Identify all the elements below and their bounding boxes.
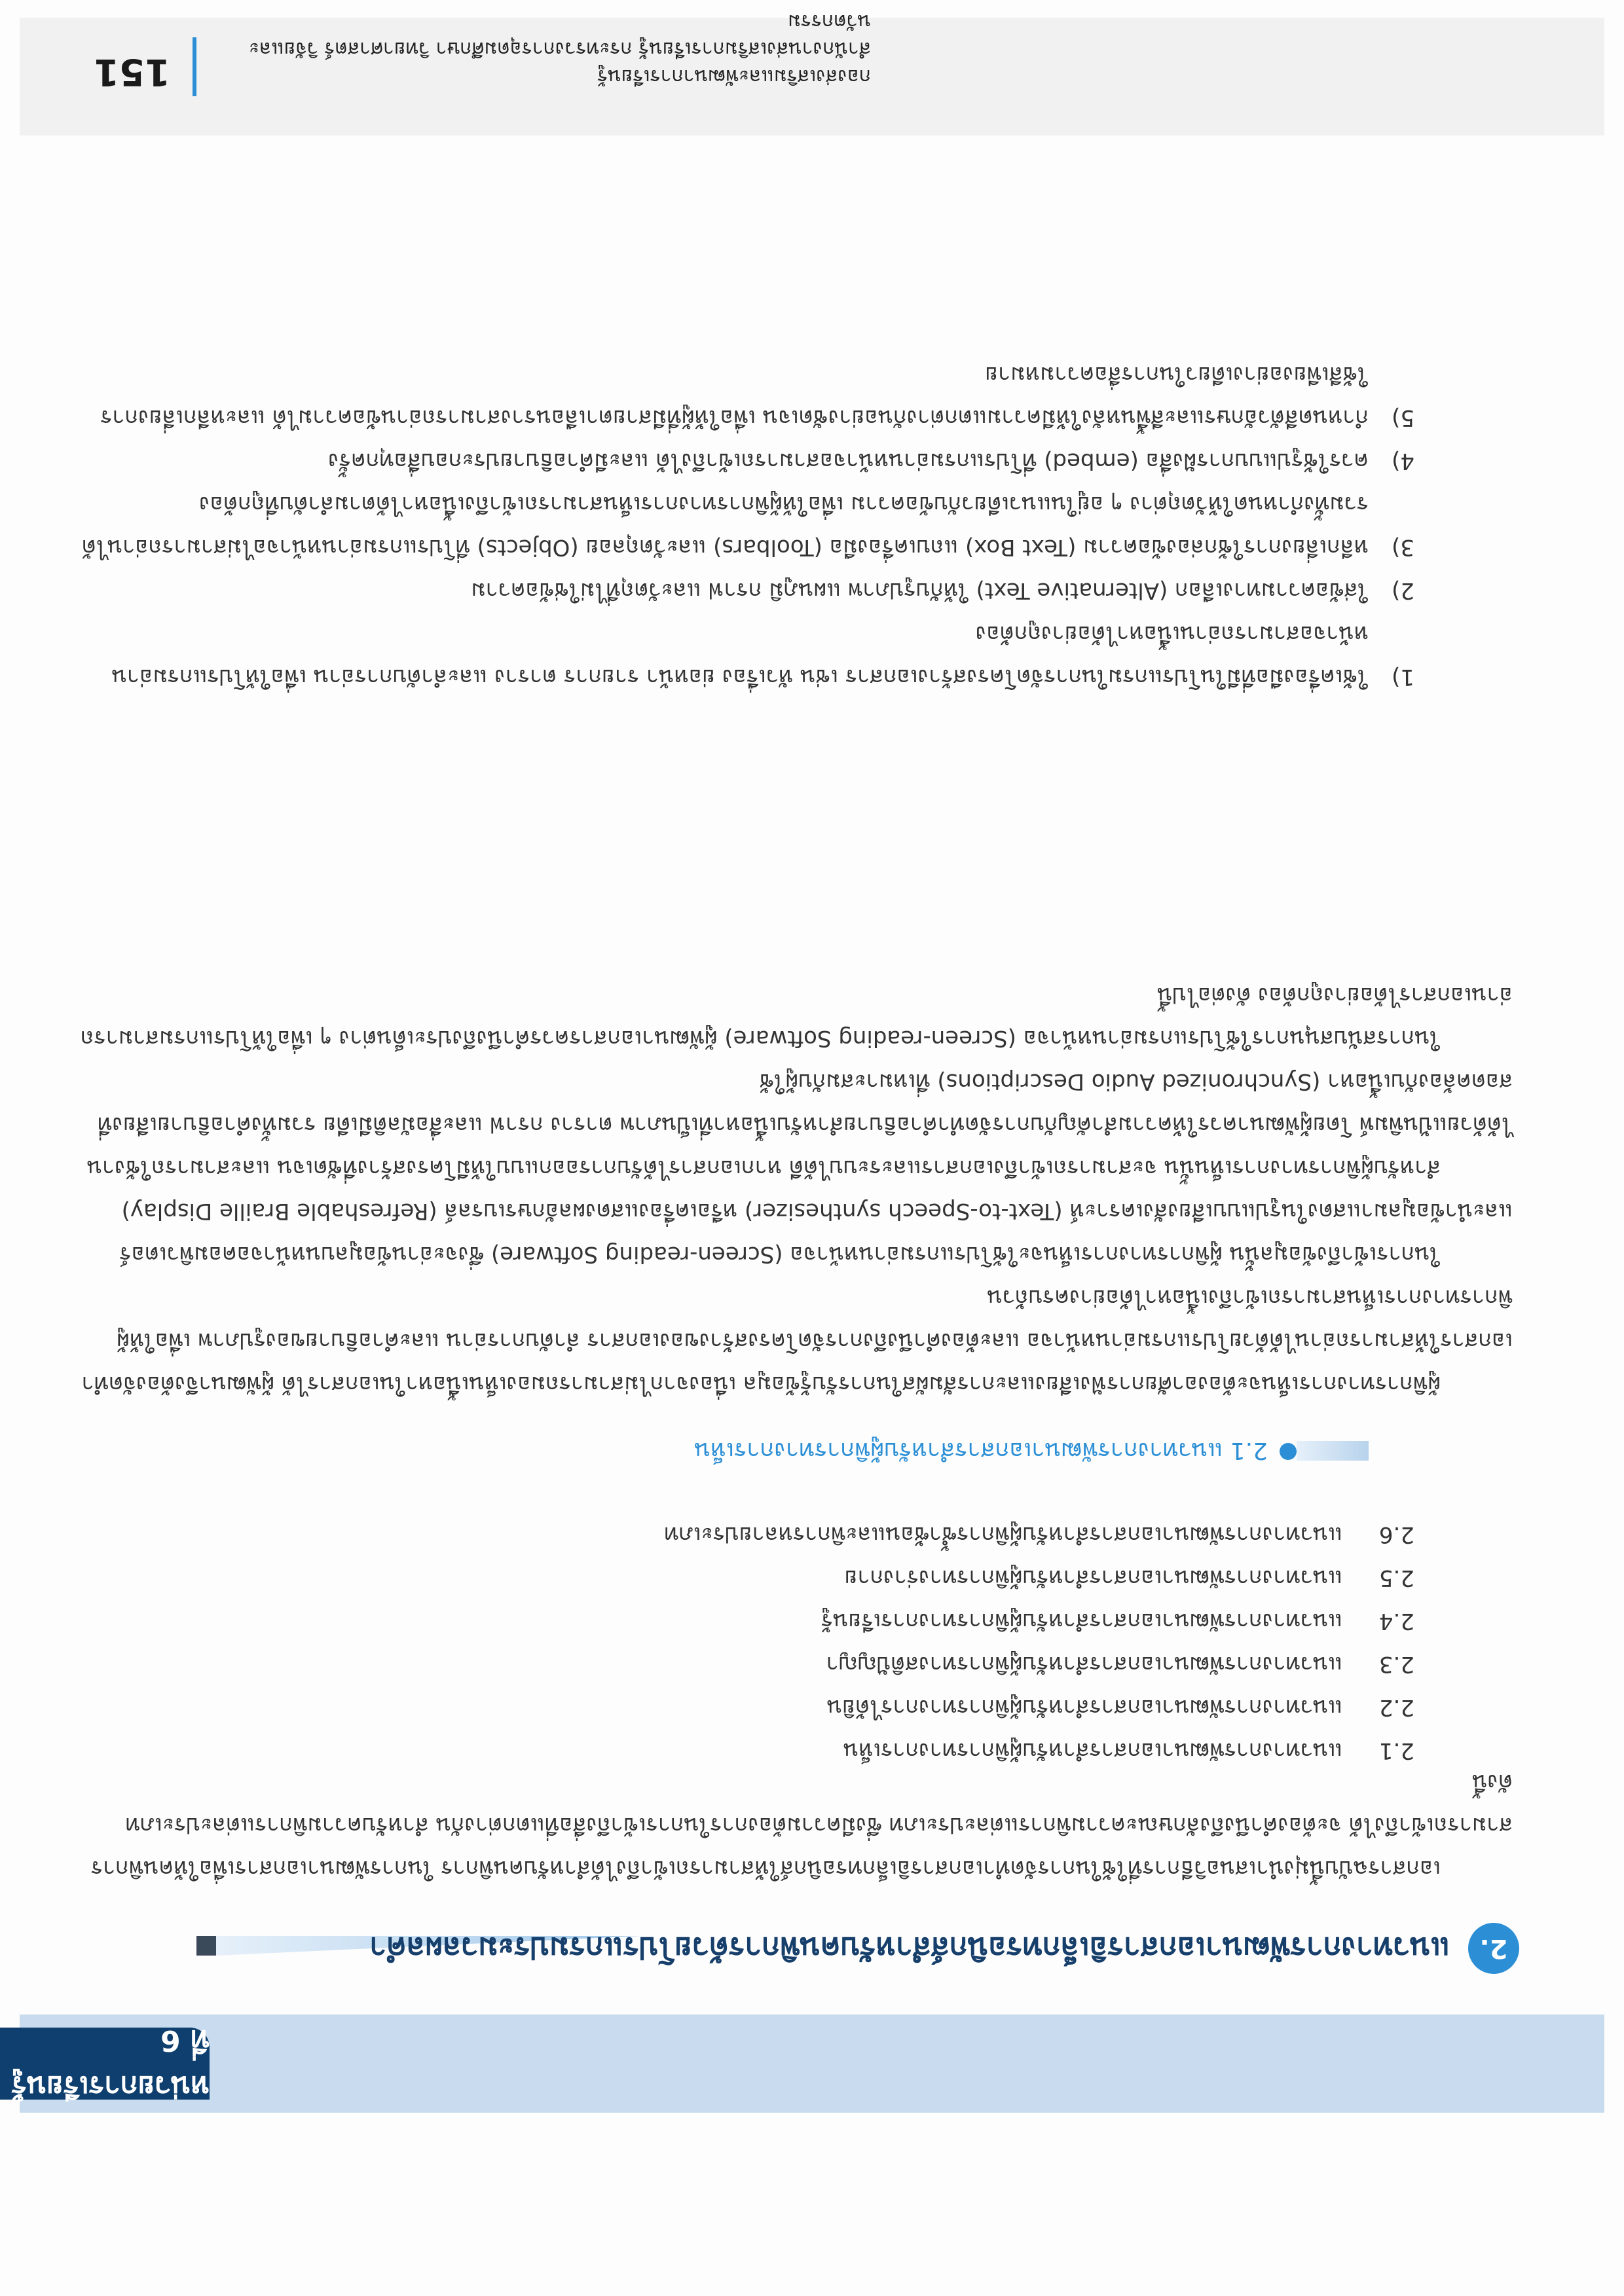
section-number-badge: 2. bbox=[1468, 1923, 1519, 1974]
header-band bbox=[20, 2014, 1604, 2113]
intro-block bbox=[79, 1760, 1513, 1890]
list-item: 2.1 แนวทางการพัฒนาเอกสารสำหรับผู้พิการทางการเห็น bbox=[843, 1738, 1414, 1764]
body-paragraph: ในการสนับสนุนการใช้โปรแกรมอ่านหน้าจอ (Screen-reading Software) ผู้พัฒนาเอกสารควรคำนึงถึงประเด็นต่าง ๆ เพื่อให้โปรแกรมสามารถอ่านเอกสารได้อย่างถูกต้อง ดังต่อไปนี้ bbox=[80, 982, 1513, 1051]
numbered-items bbox=[79, 353, 1414, 699]
subsection-heading bbox=[694, 1432, 1382, 1471]
section-title: แนวทางการพัฒนาเอกสารอิเล็กทรอนิกส์สำหรับคนพิการด้วยโปรแกรมประมวลผลคำ bbox=[369, 1931, 1450, 1967]
bullet-dot-icon bbox=[1280, 1443, 1297, 1460]
section-heading bbox=[111, 1919, 1519, 1978]
section-list bbox=[105, 1513, 1414, 1772]
body-paragraph: สำหรับผู้พิการทางการเห็นนั้น จะสามารถเข้าถึงเอกสารและระบบได้ดี หากเอกสารได้รับการออกแบบให้มีโครงสร้างที่ชัดเจน และสามารถใช้งานได้ด้วยแป้นพิมพ์ โดยผู้พัฒนาควรให้ความสำคัญกับการจัดทำคำอธิบายสำหรับเนื้อหาที่เป็นภาพ ตาราง กราฟ และสื่อมัลติมีเดีย รวมทั้งคำอธิบายเสียงที่สอดคล้องกับเนื้อหา (Synchronized Audio Descriptions) ที่เหมาะสมกับผู้ใช้ bbox=[86, 1068, 1513, 1181]
page-number: 151 bbox=[94, 50, 170, 93]
footer-separator bbox=[193, 37, 196, 96]
unit-label: หน่วยการเรียนรู้ที่ 6 bbox=[11, 2024, 210, 2103]
numbered-item: 1) ใช้เครื่องมือที่มีในโปรแกรมในการจัดโครงสร้างเอกสาร เช่น หัวเรื่อง ย่อหน้า รายการ ตาราง และลำดับการอ่าน เพื่อให้โปรแกรมอ่านหน้าจอสามารถอ่านเนื้อหาได้อย่างถูกต้อง bbox=[111, 621, 1414, 690]
intro-paragraph: เอกสารฉบับนี้มุ่งนำเสนอวิธีการที่ใช้ในการจัดทำเอกสารอิเล็กทรอนิกส์ให้สามารถเข้าถึงได้สำหรับคนพิการ ในการพัฒนาเอกสารเพื่อให้คนพิการสามารถเข้าถึงได้ จะต้องคำนึงถึงลักษณะความพิการแต่ละประเภท ซึ่งมีความต้องการในการเข้าถึงสื่อที่แตกต่างกัน สำหรับความพิการแต่ละประเภท ดังนี้ bbox=[90, 1769, 1513, 1882]
footer-line-2: สำนักงานส่งเสริมการเรียนรู้ กระทรวงการอุดมศึกษา วิทยาศาสตร์ วิจัยและนวัตกรรม bbox=[248, 10, 871, 60]
numbered-item: 5) กำหนดสีตัวอักษรและสีพื้นหลังให้มีความแตกต่างกันอย่างชัดเจน เพื่อให้ผู้ที่มีสายตาเลือนรางสามารถอ่านข้อความได้ และหลีกเลี่ยงการใช้สีเพียงอย่างเดียวในการสื่อความหมาย bbox=[100, 361, 1414, 431]
body-paragraph: ผู้พิการทางการเห็นจะต้องอาศัยการฟังเสียงและการสัมผัสในการรับรู้ข้อมูล เนื่องจากไม่สามารถมองเห็นเนื้อหาในเอกสารได้ ผู้พัฒนาจึงต้องจัดทำเอกสารให้สามารถอ่านได้ด้วยโปรแกรมอ่านหน้าจอ และต้องคำนึงถึงการจัดโครงสร้างของเอกสาร ลำดับการอ่าน และคำอธิบายของรูปภาพ เพื่อให้ผู้พิการทางการเห็นสามารถเข้าถึงเนื้อหาได้อย่างครบถ้วน bbox=[81, 1285, 1513, 1397]
list-item: 2.4 แนวทางการพัฒนาเอกสารสำหรับผู้พิการทางการเรียนรู้ bbox=[821, 1608, 1414, 1634]
footer-text bbox=[216, 7, 871, 90]
list-item: 2.6 แนวทางการพัฒนาเอกสารสำหรับผู้พิการซ้ำซ้อนและพิการหลายประเภท bbox=[664, 1522, 1414, 1548]
numbered-item: 3) หลีกเลี่ยงการใช้กล่องข้อความ (Text Box) แถบเครื่องมือ (Toolbars) และวัตถุลอย (Objects) ที่โปรแกรมอ่านหน้าจอไม่สามารถอ่านได้ รวมทั้งกำหนดให้วัตถุต่าง ๆ อยู่ในแนวเดียวกับข้อความ เพื่อให้ผู้พิการทางการเห็นสามารถเข้าถึงเนื้อหาได้ตามลำดับที่ถูกต้อง bbox=[81, 491, 1414, 560]
footer-line-1: กองส่งเสริมและพัฒนาการเรียนรู้ bbox=[597, 65, 871, 88]
list-item: 2.2 แนวทางการพัฒนาเอกสารสำหรับผู้พิการทางการได้ยิน bbox=[826, 1694, 1414, 1721]
list-item: 2.3 แนวทางการพัฒนาเอกสารสำหรับผู้พิการทางสติปัญญา bbox=[826, 1651, 1414, 1677]
numbered-item: 4) ควรใช้รูปแบบการฝังสื่อ (embed) ที่โปรแกรมอ่านหน้าจอสามารถเข้าถึงได้ และมีคำอธิบายประกอบสื่อทุกครั้ง bbox=[328, 448, 1414, 474]
body-paragraphs bbox=[79, 974, 1513, 1406]
body-paragraph: ในการเข้าถึงข้อมูลนั้น ผู้พิการทางการเห็นจะใช้โปรแกรมอ่านหน้าจอ (Screen-reading Software) ซึ่งจะอ่านข้อมูลบนหน้าจอคอมพิวเตอร์ และนำข้อมูลมาแสดงในรูปแบบเสียงสังเคราะห์ (Text-to-Speech synthesizer) หรือเครื่องแสดงผลอักษรเบรลล์ (Refreshable Braille Display) bbox=[119, 1198, 1513, 1267]
list-item: 2.5 แนวทางการพัฒนาเอกสารสำหรับผู้พิการทางร่างกาย bbox=[844, 1565, 1414, 1591]
numbered-item: 2) ใส่ข้อความทางเลือก (Alternative Text) ให้กับรูปภาพ แผนภูมิ กราฟ และวัตถุที่ไม่ใช่ข้อความ bbox=[471, 577, 1414, 604]
subsection-title: 2.1 แนวทางการพัฒนาเอกสารสำหรับผู้พิการทางการเห็น bbox=[694, 1437, 1268, 1465]
unit-tab bbox=[0, 2024, 210, 2103]
